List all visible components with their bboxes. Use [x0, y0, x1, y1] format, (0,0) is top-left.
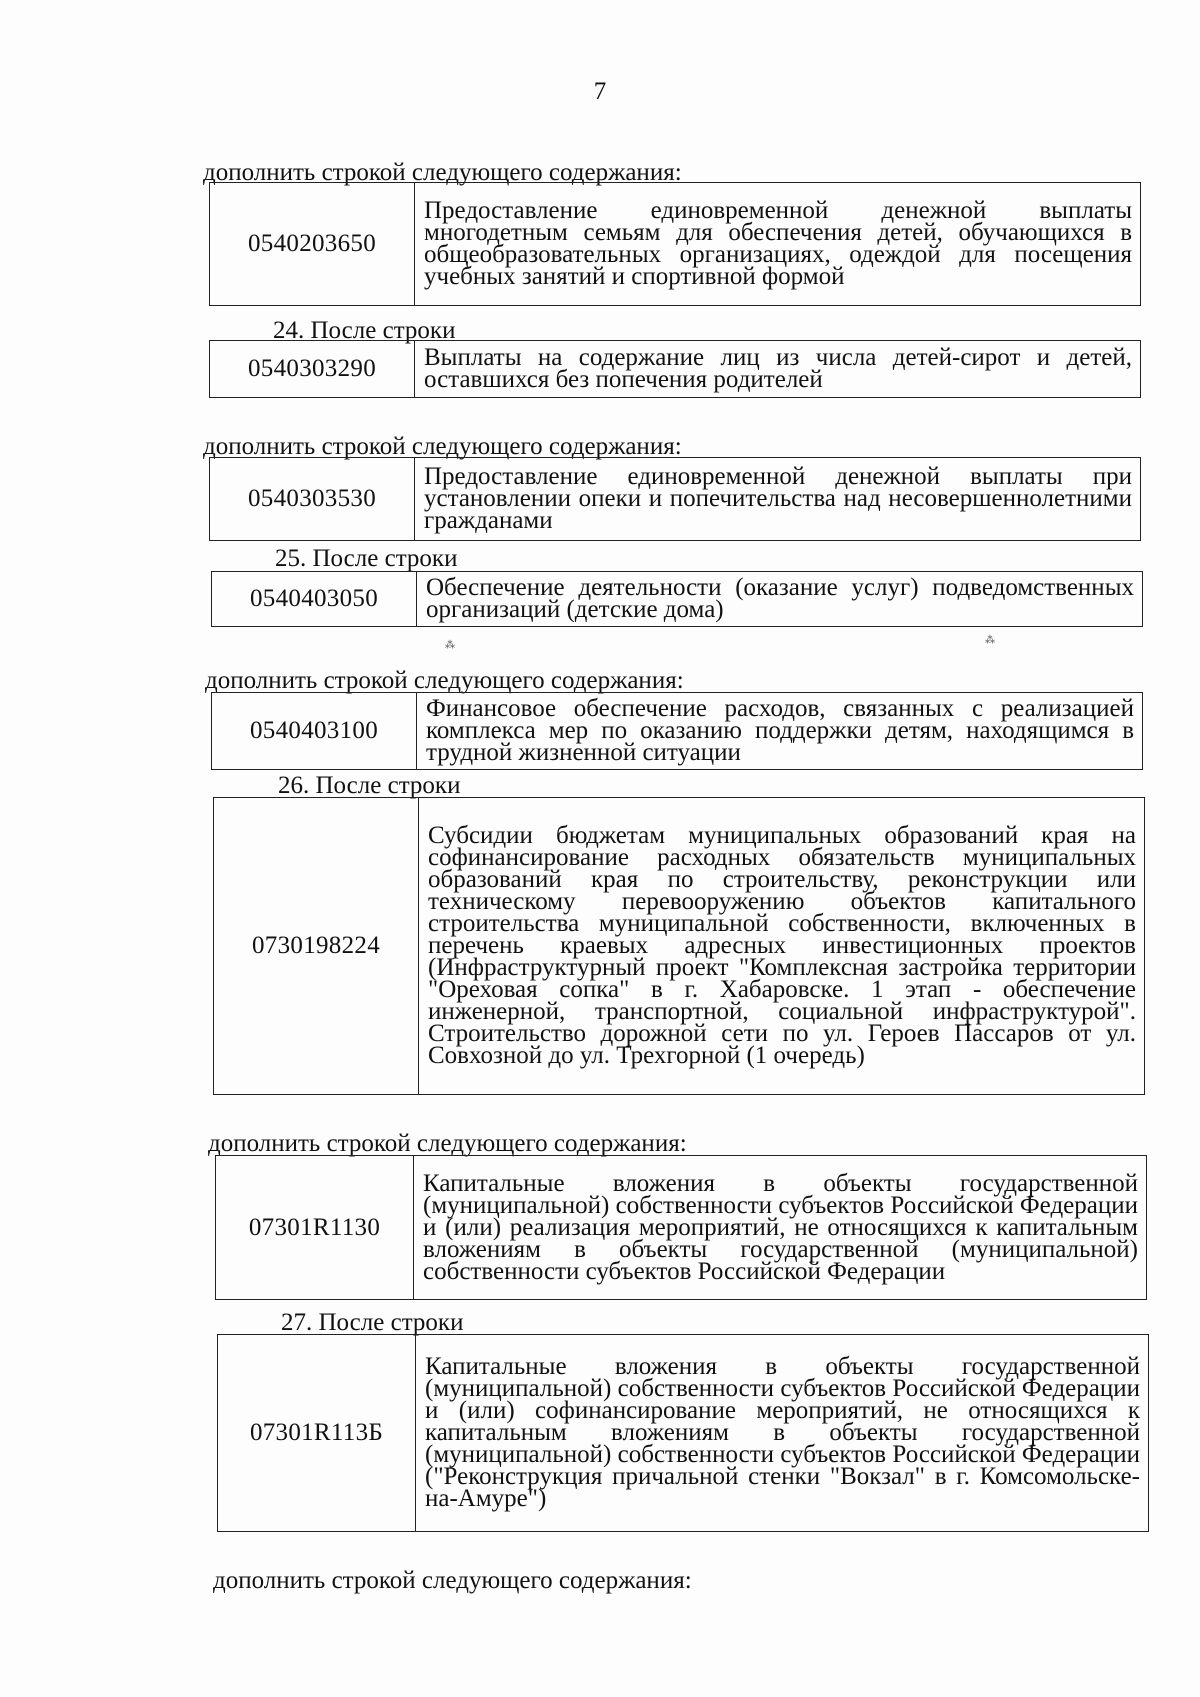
code-table [209, 340, 1141, 398]
expense-description: Субсидии бюджетам муниципальных образований края на софинансирование расходных обязательств муниципальных образований края по строительству, реконструкции или техническому перевооружению объектов капитального строительства муниципальной собственности, включенных в перечень краевых адресных инвестиционных проектов (Инфраструктурный проект "Комплексная застройка территории "Ореховая сопка" в г. Хабаровске. 1 этап - обеспечение инженерной, транспортной, социальной инфраструктурой". Строительство дорожной сети по ул. Героев Пассаров от ул. Совхозной до ул. Трехгорной (1 очередь) [419, 798, 1145, 1095]
budget-code: 07301R1130 [216, 1156, 414, 1300]
intro-text: дополнить строкой следующего содержания: [203, 159, 682, 186]
intro-text: дополнить строкой следующего содержания: [208, 1130, 687, 1157]
expense-description: Выплаты на содержание лиц из числа детей-сирот и детей, оставшихся без попечения родителей [415, 341, 1141, 398]
scan-speck: ⁂ [985, 635, 995, 646]
page-number: 7 [593, 78, 607, 105]
expense-description: Предоставление единовременной денежной выплаты многодетным семьям для обеспечения детей, обучающихся в общеобразовательных организациях, одеждой для посещения учебных занятий и спортивной формой [415, 183, 1141, 306]
budget-code: 0540203650 [210, 183, 415, 306]
table-row [210, 458, 1141, 541]
code-table [211, 692, 1143, 770]
section-heading-27: 27. После строки [281, 1309, 464, 1336]
code-table [213, 797, 1145, 1095]
intro-text: дополнить строкой следующего содержания: [203, 433, 682, 460]
section-heading-24: 24. После строки [273, 317, 456, 344]
section-heading-26: 26. После строки [278, 772, 461, 799]
budget-code: 07301R113Б [218, 1335, 416, 1532]
expense-description: Капитальные вложения в объекты государственной (муниципальной) собственности субъектов Российской Федерации и (или) софинансирование мероприятий, не относящихся к капитальным вложениям в объекты государственной (муниципальной) собственности субъектов Российской Федерации ("Реконструкция причальной стенки "Вокзал" в г. Комсомольске-на-Амуре") [416, 1335, 1149, 1532]
budget-code: 0540303530 [210, 458, 415, 541]
scan-speck: ⁂ [445, 640, 455, 651]
closing-text: дополнить строкой следующего содержания: [213, 1567, 692, 1594]
code-table [215, 1155, 1147, 1300]
expense-description: Предоставление единовременной денежной выплаты при установлении опеки и попечительства над несовершеннолетними гражданами [415, 458, 1141, 541]
table-row [216, 1156, 1147, 1300]
expense-description: Обеспечение деятельности (оказание услуг) подведомственных организаций (детские дома) [417, 572, 1143, 627]
table-row [210, 341, 1141, 398]
code-table [217, 1334, 1149, 1532]
budget-code: 0730198224 [214, 798, 419, 1095]
table-row [218, 1335, 1149, 1532]
budget-code: 0540303290 [210, 341, 415, 398]
intro-text: дополнить строкой следующего содержания: [205, 667, 684, 694]
expense-description: Капитальные вложения в объекты государственной (муниципальной) собственности субъектов Российской Федерации и (или) реализация мероприятий, не относящихся к капитальным вложениям в объекты государственной (муниципальной) собственности субъектов Российской Федерации [414, 1156, 1147, 1300]
expense-description: Финансовое обеспечение расходов, связанных с реализацией комплекса мер по оказанию поддержки детям, находящимся в трудной жизненной ситуации [417, 693, 1143, 770]
code-table [209, 182, 1141, 306]
budget-code: 0540403100 [212, 693, 417, 770]
section-heading-25: 25. После строки [275, 545, 458, 572]
table-row [212, 693, 1143, 770]
table-row [210, 183, 1141, 306]
code-table [209, 457, 1141, 541]
budget-code: 0540403050 [212, 572, 417, 627]
table-row [212, 572, 1143, 627]
table-row [214, 798, 1145, 1095]
code-table [211, 571, 1143, 627]
